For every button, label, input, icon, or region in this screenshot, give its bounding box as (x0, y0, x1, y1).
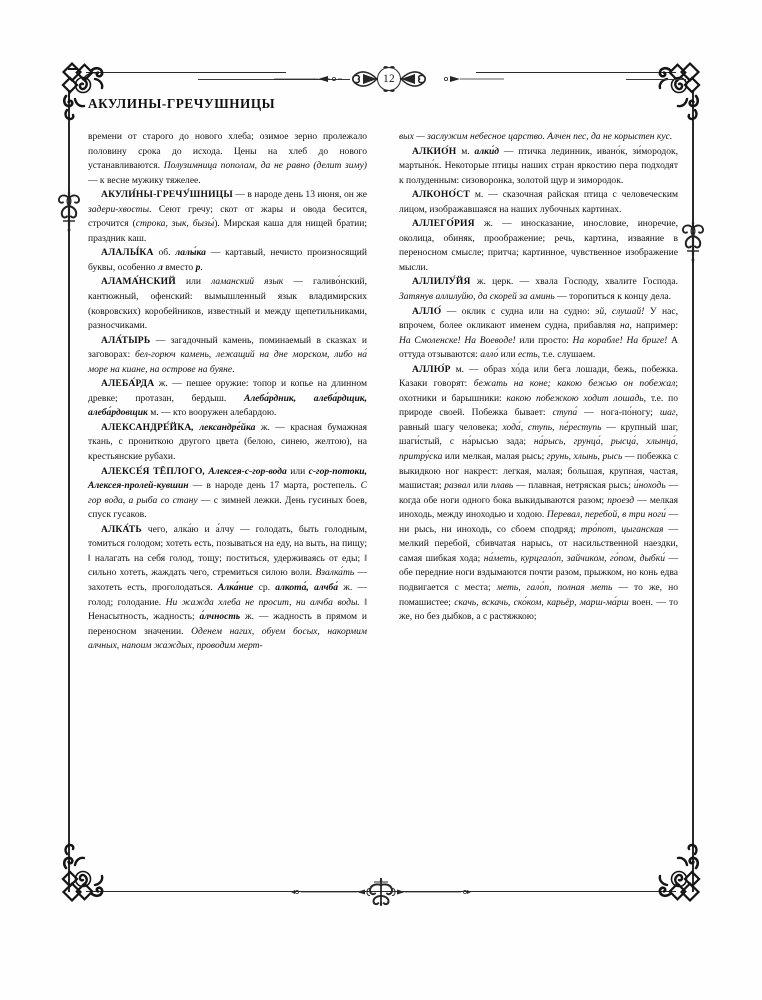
entry-text: А оттуда отзываются: (399, 334, 678, 361)
entry-italic: ламанский язык (211, 276, 284, 288)
headword: АЛЛЮ́Р (412, 363, 451, 375)
entry-text: — мелкая иноходь, между иноходью и ходою. (399, 494, 678, 521)
text-body (88, 130, 678, 865)
headword: АКУЛИ́НЫ-ГРЕЧУ́ШНИЦЫ (101, 189, 233, 201)
headword: АЛА́ТЫРЬ (101, 334, 151, 346)
entry-text: м. — кто вооружен алебардою. (147, 407, 277, 419)
entry-italic: Оденем нагих, обуем босых, накормим алчных, напоим жаждых, проводим мерт- (88, 625, 367, 652)
entry-italic: шаг (659, 407, 676, 419)
entry-italic: на (620, 320, 630, 332)
entry-text: об. (153, 247, 176, 259)
dictionary-entry (399, 217, 678, 275)
entry-italic: С гор вода, а рыба со стану (88, 480, 367, 506)
entry-text: — когда обе ноги одного бока выкидываются разом; (399, 480, 678, 506)
entry-text: вместо (162, 261, 196, 273)
entry-text: . (232, 363, 235, 375)
entry-text: . (200, 261, 203, 273)
entry-text: — то же, но помашистее; (399, 581, 678, 608)
entry-text: — в народе день 17 марта, ростепель. (188, 480, 361, 492)
headword: АЛЛИЛУ́ЙЯ (412, 276, 471, 288)
entry-text: — крупный шаг, шаги́стый, с на́рысью зада; (399, 421, 678, 448)
paragraph-continuation (399, 130, 678, 145)
entry-italic: бежать на коне; какою бежью он побежал (473, 378, 676, 390)
entry-italic: и́ноходь (633, 480, 666, 492)
entry-text: ). Мирская каша для нищей братии; праздник каш. (88, 218, 367, 244)
entry-italic: Перевал, перебой, в три ноги́ (546, 509, 666, 521)
entry-text: . Сеют гречу; скот от жары и овода бесится, строчится ( (88, 203, 367, 230)
entry-text: ‖ Ненасытность, жадность; (88, 596, 367, 623)
dictionary-entry (399, 145, 678, 189)
folio-bar (88, 62, 688, 96)
entry-italic: тро́пот, цыганская (580, 523, 664, 535)
entry-text: — нога-по́ногу; (577, 407, 660, 419)
headword: АЛАЛЫ́КА (101, 247, 154, 259)
entry-bold-italic: лалы́ка (175, 247, 206, 259)
headword: АЛЛЕГО́РИЯ (412, 218, 475, 230)
dictionary-entry (88, 523, 367, 654)
entry-text: ж. церк. — хвала Господу, хвалите Господа. (470, 276, 678, 288)
entry-text: , т.е. по природе своей. Побежка бывает: (399, 392, 678, 419)
entry-italic: меть, гало́п, полная меть (496, 581, 613, 593)
entry-text: или просто: (515, 334, 573, 346)
entry-text: м. (456, 145, 475, 157)
entry-text: чего, алка́ю и а́лчу — голодать, быть голодным, томиться голодом; хотеть есть, позываться на еду, на выть, на пищу; ‖ налагать на себя голод, тощу; поститься, удерживаясь от еды; ‖ сильно хотеть, жаждать чего, стремиться силою воли. (88, 523, 367, 579)
entry-text: или мелкая, малая рысь; (442, 451, 547, 463)
headword: АЛЕКСАНДРЕ́ЙКА (101, 421, 192, 433)
entry-text: — картавый, нечисто произносящий буквы, особенно (88, 247, 367, 273)
entry-italic: грунь, хлынь, рысь (546, 451, 623, 463)
cont-italic: вых — заслужим небесное царство. Алчен пес, да не корыстен кус. (399, 131, 673, 142)
cont-italic: Полузимница пополам, да не равно (делит зиму) (163, 160, 367, 172)
frame-rule-left (68, 90, 70, 892)
entry-italic: проезд (607, 494, 635, 506)
dictionary-entry (399, 305, 678, 363)
entry-italic: развал (444, 480, 471, 492)
entry-italic: На корабле! На бриге! (572, 334, 668, 346)
entry-italic: Затянув аллилуйю, да скорей за аминь (399, 291, 555, 303)
folio-rule-right (626, 79, 686, 80)
column-right (399, 130, 678, 865)
paragraph-continuation (88, 130, 367, 188)
entry-italic: хода́, ступь, пе́реступь (502, 421, 602, 433)
entry-text: , например: (629, 320, 678, 332)
entry-italic: На Смоленске! На Воеводе! (399, 334, 516, 346)
entry-text: или (286, 465, 309, 477)
cont-tail: — к весне мужику тяжелее. (88, 174, 201, 186)
entry-bold-italic: , лександре́йка (191, 421, 256, 433)
entry-text: , равный шагу человека; (399, 407, 679, 433)
entry-text: — мелкий перебой, сбивчатая нарысь, от насильственной наездки, самая шибкая хода; (399, 523, 679, 564)
entry-text: — птичка лединник, ивано́к, зи́мородок, мартыно́к. Некоторые птицы наших стран яркостию пера подходят к полуденным: сизоворонка, золотой щур и зимородок. (399, 145, 678, 186)
entry-text: м. — сказочная райская птица с человеческим лицом, изображавшаяся на наших лубочных картинах. (399, 189, 678, 215)
entry-italic: скачь, вскачь, ско́ком, карьёр, марш-ма́рш (454, 596, 629, 608)
entry-italic: алло́ (480, 349, 499, 361)
entry-italic: ступа́ (552, 407, 578, 419)
entry-italic: на́рысь, грунца́, рысца́, хлынца́, притру́ска (399, 436, 679, 463)
entry-text: ж. — иносказание, инословие, иноречие, околица, обиняк, проображение; речь, картина, изваяние в переносном смысле; притча; картинное, чувственное изображение мысли. (399, 218, 678, 273)
entry-bold-italic: а́лчность (199, 611, 241, 623)
side-fleuron-left-icon (54, 187, 84, 233)
dictionary-entry (88, 188, 367, 246)
dictionary-entry (399, 363, 678, 625)
entry-italic: строка, зык, бызы́ (135, 218, 215, 230)
dictionary-entry (88, 465, 367, 523)
entry-text: ж. — голод; голодание. (88, 581, 368, 608)
entry-text: ж. — красная бумажная ткань, с прониткою другого цвета (белою, синею, желтою), на крестьянские рубахи. (88, 421, 368, 463)
entry-text: м. — образ хо́да или бега лошади, бежь, побежка. Казаки говорят: (399, 363, 678, 390)
entry-italic: Ни жажда хлеба не просит, ни алчба воды. (165, 596, 360, 608)
entry-italic: на́меть, курцгало́п, зайчиком, го́пом, дыбки́ (483, 552, 665, 564)
dictionary-entry (399, 275, 678, 304)
entry-italic: бел-горюч камень, лежащий на дне морском, либо на́ море на киане, на острове на буяне (88, 349, 368, 375)
page-number: 12 (382, 73, 396, 85)
entry-text: — галиво́нский, кантюжный, офенский: вымышленный язык владимирских (ковровских) коробейников, известный и между щепетильниками, разносчиками. (88, 276, 367, 332)
entry-text: — в народе день 13 июня, он же (232, 189, 367, 201)
headword: АЛКА́ТЬ (101, 523, 142, 535)
entry-italic: плавь (490, 480, 514, 492)
entry-text: — побежка с выкидкою ног накрест: легкая, малая; большая, крупная, частая, машистая; (399, 451, 678, 492)
entry-text: — ни рысь, ни иноходь, со сбоем сподряд; (399, 509, 678, 535)
entry-text: воен. — то же, но без дыбков, а с растяжкою; (399, 596, 678, 623)
entry-text: — загадочный камень, поминаемый в сказках и заговорах: (88, 334, 367, 361)
tailpiece-ornament-icon (281, 872, 481, 912)
entry-italic: есть (518, 349, 538, 361)
entry-text: — оклик с судна или на судно: (441, 305, 596, 317)
entry-italic: какою побежкою ходит лошадь (506, 392, 644, 404)
entry-text: — с зимней лежки. День гусиных боев, спуск гусаков. (88, 494, 367, 521)
entry-italic: Взалка́ть (315, 567, 355, 579)
entry-italic: л (157, 261, 163, 273)
entry-italic: эй, слушай! (595, 305, 645, 317)
entry-bold-italic: Алка́ние (217, 581, 254, 593)
frame-rule-right (692, 90, 694, 892)
cont-text: времени от старого до нового хлеба; озимое зерно пролежало половину срока до исхода. Цены на хлеб до нового устанавливаются. (88, 131, 367, 172)
entry-text: ж. — пешее оружие: топор и копье на длинном древке; протазан, бердыш. (88, 378, 367, 404)
column-left (88, 130, 367, 865)
entry-italic: задери-хвосты (88, 203, 150, 215)
headword: АЛЕБА́РДА (101, 378, 155, 390)
headword: АЛКОНО́СТ (412, 189, 470, 201)
entry-text: ; охотники и барышники: (399, 378, 678, 404)
entry-text: — плавная, нетряская рысь; (513, 480, 634, 492)
entry-text: У нас, впрочем, более окликают именем судна, прибавляя (399, 305, 678, 332)
entry-bold-italic: Алеба́рдник, алеба́рдщик, алеба́рдовщик (88, 392, 367, 419)
headword: АЛЛО́ (412, 305, 442, 317)
entry-text: — торопиться к концу дела. (554, 291, 672, 303)
dictionary-entry (88, 421, 367, 465)
entry-text: или (175, 276, 212, 288)
dictionary-entry (399, 188, 678, 217)
entry-text: — захотеть есть, проголодаться. (88, 567, 367, 593)
headword: АЛАМА́НСКИЙ (101, 276, 176, 288)
entry-text: или (498, 349, 518, 361)
headword: АЛЕКСЕ́Я ТЁПЛОГО (101, 465, 203, 477)
dictionary-entry (88, 334, 367, 378)
entry-text: — обе передние ноги вздымаются почти разом, прыжком, но конь едва подвигается с места; (399, 552, 679, 593)
entry-text: , т.е. слушаем. (537, 349, 596, 361)
entry-bold-italic: , Алексея-с-гор-вода (202, 465, 287, 477)
running-head: АКУЛИНЫ-ГРЕЧУШНИЦЫ (88, 96, 276, 111)
entry-bold-italic: алки́д (474, 145, 500, 157)
entry-bold-italic: с-гор-потоки, Алексея-пролей-кувшин (88, 465, 367, 492)
entry-italic: р (195, 261, 201, 273)
entry-text: или (470, 480, 491, 492)
headword: АЛКИО́Н (412, 145, 457, 157)
dictionary-entry (88, 246, 367, 275)
dictionary-entry (88, 275, 367, 333)
entry-text: ср. (253, 581, 276, 593)
entry-text: ж. — жадность в прямом и переносном значении. (88, 611, 367, 637)
entry-bold-italic: алкота́, алчба́ (275, 581, 339, 593)
dictionary-entry (88, 377, 367, 421)
side-fleuron-right-icon (678, 217, 708, 263)
